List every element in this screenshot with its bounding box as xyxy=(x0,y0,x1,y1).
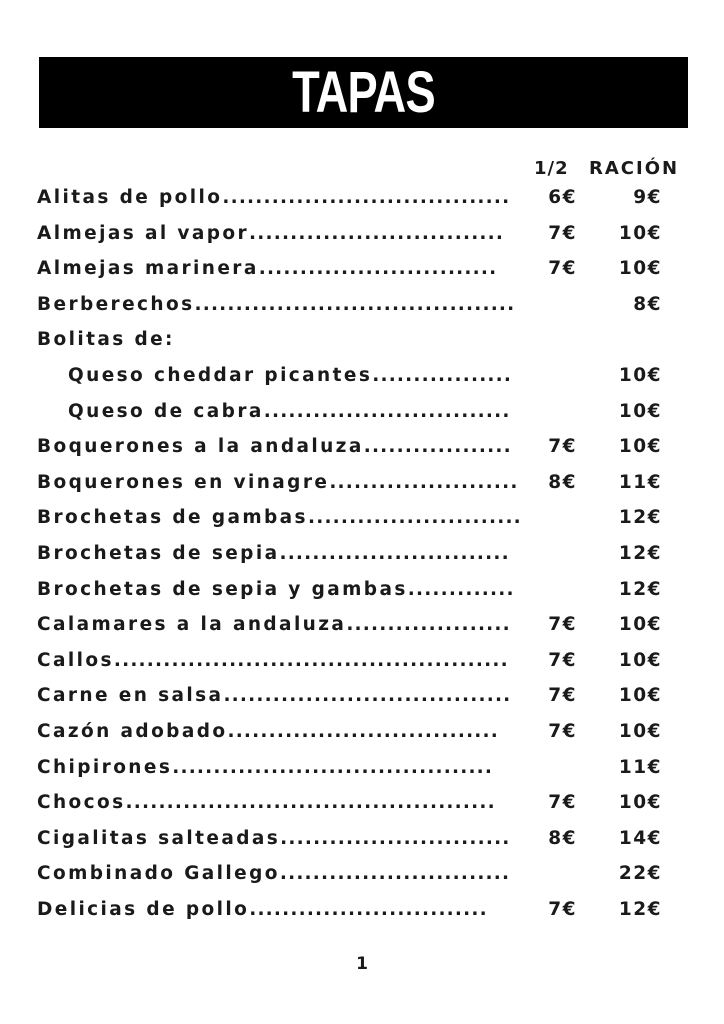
menu-item-name xyxy=(37,429,512,465)
price-racion: 8€ xyxy=(633,293,662,315)
page-title: TAPAS xyxy=(292,59,435,125)
menu-item-name xyxy=(37,643,509,679)
price-racion: 10€ xyxy=(618,649,662,671)
dot-leader: .............................. xyxy=(263,400,511,422)
price-racion: 10€ xyxy=(618,720,662,742)
price-half: 7€ xyxy=(548,685,577,707)
menu-item xyxy=(37,572,697,608)
menu-item-label: Almejas al vapor xyxy=(37,222,250,244)
menu-item xyxy=(37,714,697,750)
price-racion: 10€ xyxy=(618,258,662,280)
menu-list xyxy=(37,180,697,927)
menu-item-label: Delicias de pollo xyxy=(37,898,250,920)
dot-leader: ....................................... xyxy=(194,293,516,315)
menu-item-name xyxy=(37,216,504,252)
column-header-half: 1/2 xyxy=(534,158,569,179)
dot-leader: ............................ xyxy=(279,542,510,564)
menu-item xyxy=(37,251,697,287)
menu-item xyxy=(37,394,697,430)
price-half: 7€ xyxy=(548,436,577,458)
price-racion: 12€ xyxy=(618,578,662,600)
menu-item xyxy=(37,322,697,358)
price-racion: 11€ xyxy=(618,756,662,778)
price-racion: 12€ xyxy=(618,898,662,920)
dot-leader: .................... xyxy=(346,614,511,636)
price-racion: 10€ xyxy=(618,400,662,422)
menu-item-name xyxy=(37,465,519,501)
price-racion: 14€ xyxy=(618,827,662,849)
menu-item xyxy=(37,358,697,394)
dot-leader: .................. xyxy=(363,436,512,458)
menu-item-name xyxy=(37,536,510,572)
menu-item-name xyxy=(37,714,499,750)
title-banner xyxy=(39,57,688,128)
menu-item-label: Queso cheddar picantes xyxy=(68,364,373,386)
menu-item xyxy=(37,607,697,643)
menu-item xyxy=(37,429,697,465)
price-half: 6€ xyxy=(548,187,577,208)
column-header-racion: RACIÓN xyxy=(589,158,680,179)
price-racion: 10€ xyxy=(618,685,662,707)
menu-item-name xyxy=(37,572,515,608)
price-racion: 11€ xyxy=(618,471,662,493)
dot-leader: ................................................ xyxy=(113,649,509,671)
menu-item-label: Cazón adobado xyxy=(37,720,228,742)
menu-item-label: Alitas de pollo xyxy=(37,187,223,208)
price-half: 7€ xyxy=(548,258,577,280)
menu-item-label: Chipirones xyxy=(37,756,173,778)
dot-leader: ................................. xyxy=(227,720,499,742)
menu-item xyxy=(37,821,697,857)
dot-leader: ............. xyxy=(407,578,515,600)
dot-leader: ................................... xyxy=(223,685,512,707)
price-racion: 10€ xyxy=(618,364,662,386)
menu-item xyxy=(37,856,697,892)
price-half: 7€ xyxy=(548,222,577,244)
price-racion: 9€ xyxy=(633,187,662,208)
price-racion: 10€ xyxy=(618,792,662,814)
menu-item xyxy=(37,750,697,786)
menu-item-label: Chocos xyxy=(37,792,126,814)
price-racion: 22€ xyxy=(618,863,662,885)
menu-item xyxy=(37,216,697,252)
menu-item xyxy=(37,465,697,501)
price-half: 7€ xyxy=(548,898,577,920)
menu-item-name xyxy=(37,892,488,928)
menu-item-label: Callos xyxy=(37,649,114,671)
dot-leader: ............................. xyxy=(258,258,498,280)
menu-item xyxy=(37,643,697,679)
price-racion: 10€ xyxy=(618,222,662,244)
menu-item xyxy=(37,180,697,216)
price-racion: 12€ xyxy=(618,542,662,564)
menu-item-name xyxy=(37,856,510,892)
menu-item-label: Brochetas de sepia xyxy=(37,542,280,564)
menu-item-label: Cigalitas salteadas xyxy=(37,827,281,849)
price-half: 7€ xyxy=(548,614,577,636)
dot-leader: ....................................... xyxy=(172,756,494,778)
menu-item-label: Boquerones a la andaluza xyxy=(37,436,364,458)
menu-item-label: Queso de cabra xyxy=(68,400,264,422)
dot-leader: .......................... xyxy=(307,507,522,529)
page-number: 1 xyxy=(356,954,368,974)
menu-item xyxy=(37,500,697,536)
menu-item-label: Combinado Gallego xyxy=(37,863,280,885)
menu-item-label: Boquerones en vinagre xyxy=(37,471,330,493)
price-half: 8€ xyxy=(548,471,577,493)
menu-item-label: Carne en salsa xyxy=(37,685,224,707)
price-half: 8€ xyxy=(548,827,577,849)
menu-item-label: Almejas marinera xyxy=(37,258,259,280)
price-racion: 10€ xyxy=(618,614,662,636)
menu-item-name xyxy=(37,750,493,786)
dot-leader: ................. xyxy=(372,364,513,386)
dot-leader: ............................................. xyxy=(125,792,496,814)
menu-item-name xyxy=(37,251,497,287)
price-half: 7€ xyxy=(548,649,577,671)
dot-leader: ............................ xyxy=(279,863,511,885)
menu-item-label: Bolitas de: xyxy=(37,329,175,351)
price-racion: 12€ xyxy=(618,507,662,529)
menu-item-name xyxy=(37,607,511,643)
price-half: 7€ xyxy=(548,720,577,742)
menu-item-name xyxy=(37,322,175,358)
menu-item xyxy=(37,892,697,928)
menu-item xyxy=(37,287,697,323)
menu-item-name xyxy=(37,180,510,216)
menu-item-name xyxy=(37,287,515,323)
menu-item-label: Brochetas de gambas xyxy=(37,507,308,529)
menu-item-label: Calamares a la andaluza xyxy=(37,614,347,636)
menu-item-name xyxy=(37,821,511,857)
menu-item xyxy=(37,536,697,572)
menu-item-name xyxy=(68,394,511,430)
price-racion: 10€ xyxy=(618,436,662,458)
menu-item-name xyxy=(37,678,511,714)
menu-item-label: Brochetas de sepia y gambas xyxy=(37,578,408,600)
menu-item-name xyxy=(37,500,522,536)
menu-item-name xyxy=(68,358,512,394)
dot-leader: ............................... xyxy=(249,222,505,244)
dot-leader: ............................. xyxy=(249,898,488,920)
menu-item-label: Berberechos xyxy=(37,293,195,315)
menu-item xyxy=(37,678,697,714)
dot-leader: ................................... xyxy=(222,187,511,208)
dot-leader: ....................... xyxy=(329,471,519,493)
menu-item-name xyxy=(37,785,496,821)
menu-item xyxy=(37,785,697,821)
price-half: 7€ xyxy=(548,792,577,814)
dot-leader: ............................ xyxy=(280,827,511,849)
